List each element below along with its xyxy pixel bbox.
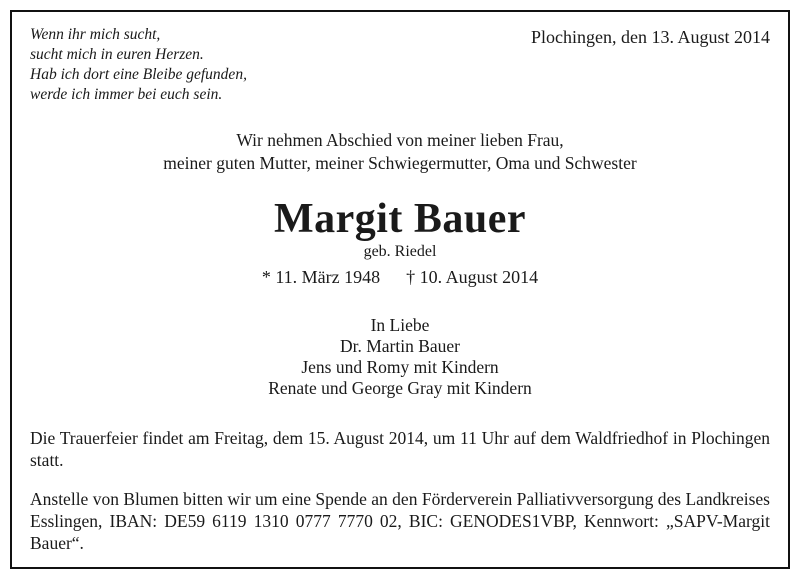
intro-line: meiner guten Mutter, meiner Schwiegermutter, Oma und Schwester xyxy=(163,153,637,173)
intro-line: Wir nehmen Abschied von meiner lieben Frau, xyxy=(236,130,564,150)
birth-date: * 11. März 1948 xyxy=(261,267,381,287)
mourners xyxy=(12,315,788,399)
mourner-line: Dr. Martin Bauer xyxy=(339,336,461,356)
donation-info: Anstelle von Blumen bitten wir um eine Spende an den Förderverein Palliativversorgung des Landkreises Esslingen, IBAN: DE59 6119 1310 0777 7770 02, BIC: GENODES1VBP, Kennwort: „SAPV-Margit Bauer“. xyxy=(30,489,770,553)
deceased-name: Margit Bauer xyxy=(273,196,527,242)
mourner-line: Renate und George Gray mit Kindern xyxy=(268,378,532,398)
maiden-name: geb. Riedel xyxy=(363,243,437,260)
intro xyxy=(12,129,788,175)
obituary-notice xyxy=(10,10,790,569)
place-date: Plochingen, den 13. August 2014 xyxy=(531,27,770,47)
mourner-line: Jens und Romy mit Kindern xyxy=(301,357,499,377)
funeral-info: Die Trauerfeier findet am Freitag, dem 15. August 2014, um 11 Uhr auf dem Waldfriedhof in Plochingen statt. xyxy=(30,428,770,470)
poem-line: werde ich immer bei euch sein. xyxy=(30,86,223,103)
death-date: † 10. August 2014 xyxy=(406,267,539,287)
poem xyxy=(30,25,247,105)
poem-line: Wenn ihr mich sucht, xyxy=(30,26,161,43)
poem-line: sucht mich in euren Herzen. xyxy=(30,46,204,63)
poem-line: Hab ich dort eine Bleibe gefunden, xyxy=(30,66,247,83)
mourner-line: In Liebe xyxy=(370,315,430,335)
life-dates xyxy=(12,267,788,288)
